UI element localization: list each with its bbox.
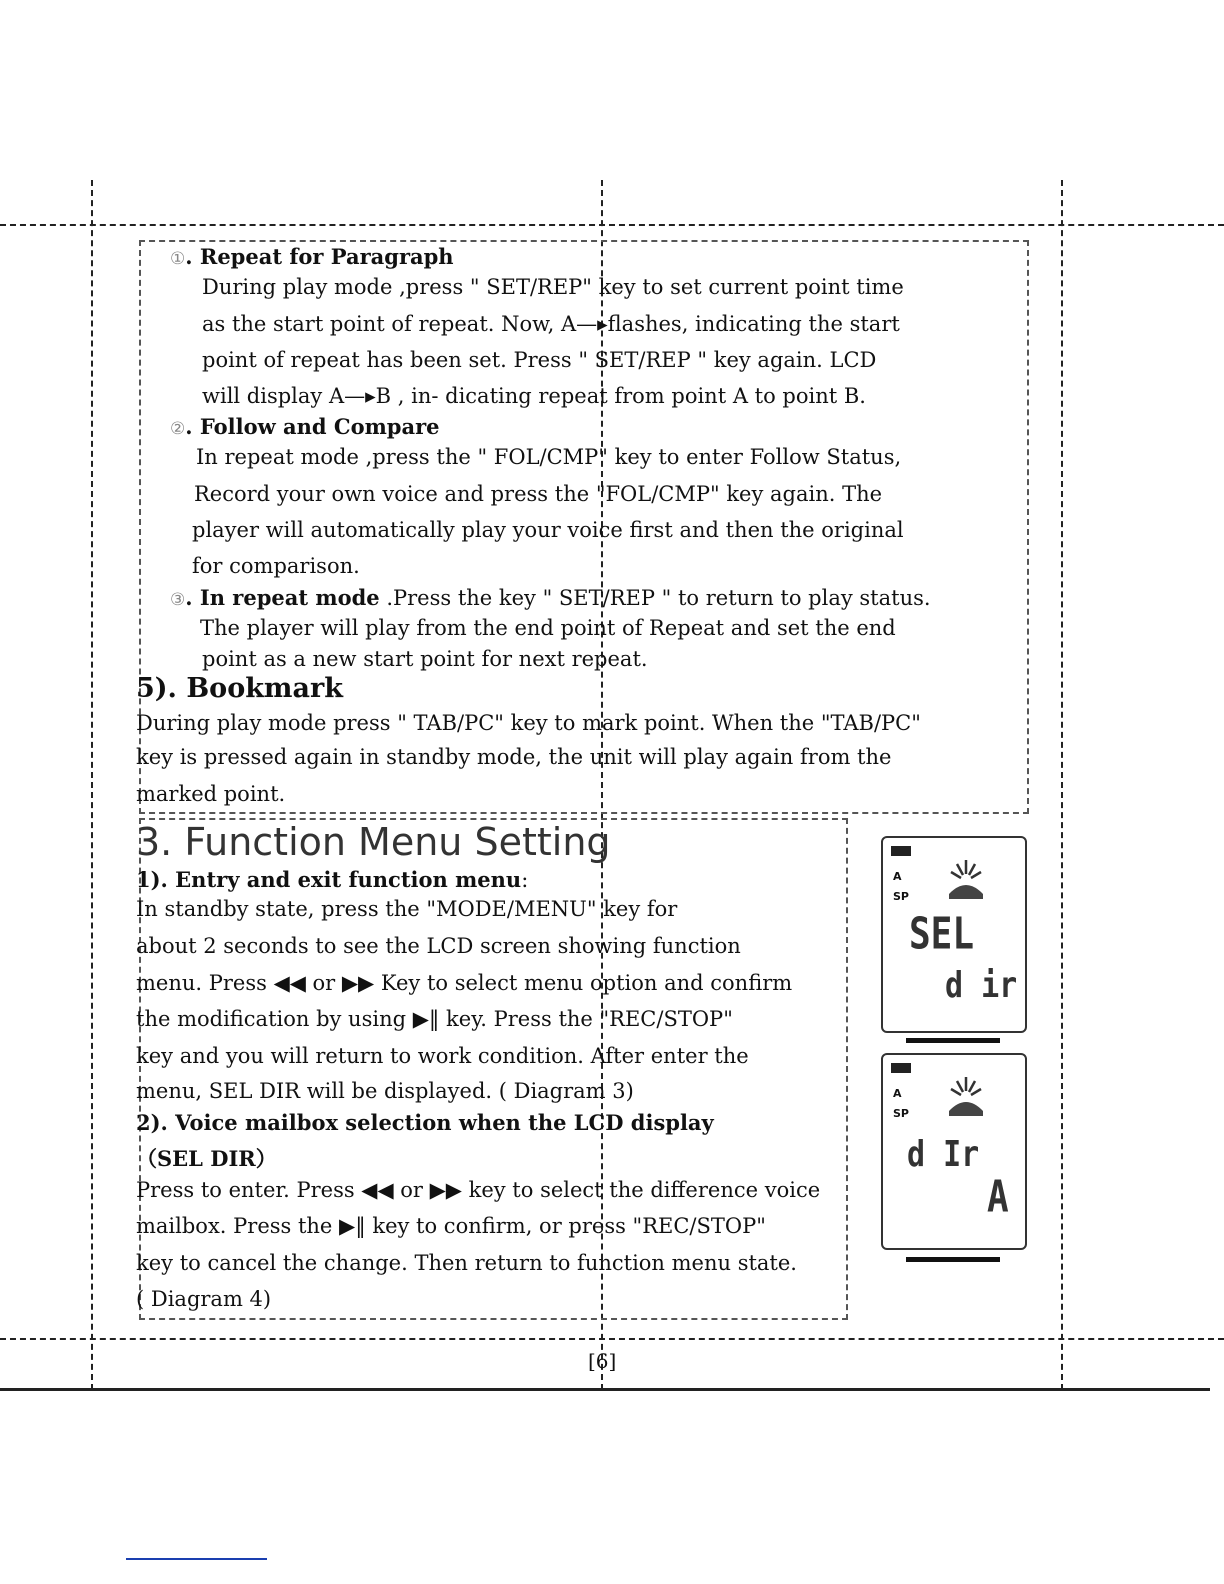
voice-mailbox-line-2: mailbox. Press the ▶‖ key to confirm, or press "REC/STOP" (136, 1214, 766, 1238)
step-number-3: ③ (170, 590, 186, 610)
entry-exit-line-2: about 2 seconds to see the LCD screen showing function (136, 934, 741, 958)
voice-mailbox-heading-sel-dir: （SEL DIR） (136, 1146, 277, 1171)
follow-compare-line-1: In repeat mode ,press the " FOL/CMP" key to enter Follow Status, (196, 445, 902, 469)
bookmark-heading: 5). Bookmark (136, 673, 343, 704)
mode-sp-indicator: SP (893, 890, 909, 903)
bookmark-line-2: key is pressed again in standby mode, the unit will play again from the (136, 745, 892, 769)
lcd-diagram-3-base (906, 1038, 1000, 1043)
lcd-line-sel: SEL (909, 909, 975, 960)
repeat-paragraph-title: . Repeat for Paragraph (185, 244, 454, 269)
follow-compare-line-3: player will automatically play your voice first and then the original (192, 518, 904, 542)
battery-icon (891, 1063, 911, 1073)
in-repeat-mode-line-1: The player will play from the end point of Repeat and set the end (200, 616, 896, 640)
in-repeat-mode-title: . In repeat mode (185, 585, 380, 610)
crop-guide-right (1061, 180, 1063, 1390)
page-number: [6] (588, 1349, 617, 1373)
repeat-paragraph-line-2: as the start point of repeat. Now, A—▸flashes, indicating the start (202, 312, 900, 336)
footer-rule (0, 1388, 1210, 1391)
sun-speaker-icon (941, 1073, 991, 1121)
entry-exit-line-5: key and you will return to work condition. After enter the (136, 1044, 749, 1068)
function-menu-heading: 3. Function Menu Setting (136, 820, 611, 864)
lcd-diagram-4-base (906, 1257, 1000, 1262)
entry-exit-line-3: menu. Press ◀◀ or ▶▶ Key to select menu option and confirm (136, 971, 793, 995)
follow-compare-title: . Follow and Compare (185, 414, 440, 439)
in-repeat-mode-heading (170, 585, 931, 613)
lower-text-box (139, 818, 848, 1320)
mode-a-indicator: A (893, 1087, 902, 1100)
lcd-line-dir: d Ir (907, 1133, 980, 1176)
step-number-1: ① (170, 249, 186, 269)
repeat-paragraph-line-4: will display A—▸B , in- dicating repeat from point A to point B. (202, 384, 866, 408)
follow-compare-line-4: for comparison. (192, 554, 360, 578)
bookmark-line-3: marked point. (136, 782, 286, 806)
entry-exit-line-4: the modification by using ▶‖ key. Press the "REC/STOP" (136, 1007, 733, 1031)
in-repeat-mode-line-2: point as a new start point for next repeat. (202, 647, 648, 671)
follow-compare-heading (170, 414, 440, 442)
crop-guide-bottom (0, 1338, 1224, 1340)
lcd-line-mailbox: A (987, 1172, 1009, 1223)
lcd-diagram-3 (881, 836, 1027, 1033)
in-repeat-mode-first-line: .Press the key " SET/REP " to return to play status. (379, 586, 931, 610)
crop-guide-left (91, 180, 93, 1390)
bookmark-line-1: During play mode press " TAB/PC" key to mark point. When the "TAB/PC" (136, 711, 921, 735)
repeat-paragraph-line-1: During play mode ,press " SET/REP" key to set current point time (202, 275, 904, 299)
step-number-2: ② (170, 419, 186, 439)
entry-exit-title: 1). Entry and exit function menu (136, 867, 522, 892)
battery-icon (891, 846, 911, 856)
entry-exit-line-6: menu, SEL DIR will be displayed. ( Diagram 3) (136, 1079, 634, 1103)
lcd-diagram-4 (881, 1053, 1027, 1250)
follow-compare-line-2: Record your own voice and press the "FOL/CMP" key again. The (194, 482, 883, 506)
voice-mailbox-line-4: ( Diagram 4) (136, 1287, 272, 1311)
voice-mailbox-heading: 2). Voice mailbox selection when the LCD display (136, 1110, 714, 1135)
link-underline (126, 1558, 267, 1560)
sun-speaker-icon (941, 856, 991, 904)
voice-mailbox-line-3: key to cancel the change. Then return to function menu state. (136, 1251, 797, 1275)
entry-exit-line-1: In standby state, press the "MODE/MENU" key for (136, 897, 678, 921)
voice-mailbox-line-1: Press to enter. Press ◀◀ or ▶▶ key to select the difference voice (136, 1178, 821, 1202)
entry-exit-colon: : (521, 868, 529, 892)
entry-exit-heading (136, 867, 528, 893)
repeat-paragraph-line-3: point of repeat has been set. Press " SET/REP " key again. LCD (202, 348, 877, 372)
repeat-paragraph-heading (170, 244, 454, 272)
crop-guide-top (0, 224, 1224, 226)
mode-a-indicator: A (893, 870, 902, 883)
lcd-line-dir: d ir (945, 964, 1018, 1007)
mode-sp-indicator: SP (893, 1107, 909, 1120)
